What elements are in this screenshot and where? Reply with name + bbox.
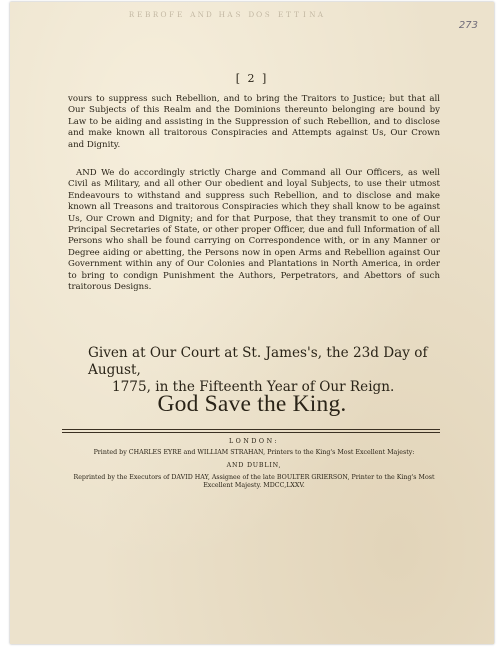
imprint-reprint: Reprinted by the Executors of DAVID HAY, Assignee of the late BOULTER GRIERSON, Printer to the King's Most Excellent Majesty. MDCC,LXXV.	[73, 474, 435, 490]
divider-rule-thin	[62, 432, 440, 433]
god-save-the-king: God Save the King.	[157, 391, 347, 417]
paragraph-command: AND We do accordingly strictly Charge and Command all Our Officers, as well Civil as Military, and all other Our obedient and loyal Subjects, to use their utmost Endeavours to withstand and suppress such Rebellion, and to disclose and make known all Treasons and traitorous Conspiracies which they shall know to be against Us, Our Crown and Dignity; and for that Purpose, that they transmit to one of Our Principal Secretaries of State, or other proper Officer, due and full Information of all Persons who shall be found carrying on Correspondence with, or in any Manner or Degree aiding or abetting, the Persons now in open Arms and Rebellion against Our Government within any of Our Colonies and Plantations in North America, in order to bring to condign Punishment the Authors, Perpetrators, and Abettors of such traitorous Designs.	[68, 168, 440, 293]
given-line-2: 1775, in the Fifteenth Year of Our Reign.	[112, 379, 395, 395]
page-number: [ 2 ]	[235, 72, 269, 85]
archive-stamp: ＲＥＢＲＯＦＥ ＡＮＤ ＨＡＳ ＤＯＳ ＥＴＴＩＮＡ	[128, 11, 325, 19]
divider-rule-thick	[62, 429, 440, 430]
imprint-london: LONDON:	[229, 438, 279, 445]
imprint-dublin: AND DUBLIN,	[226, 462, 282, 469]
imprint-printers: Printed by CHARLES EYRE and WILLIAM STRAHAN, Printers to the King's Most Excellent Majesty:	[93, 449, 415, 456]
paragraph-continued: vours to suppress such Rebellion, and to bring the Traitors to Justice; but that all Our Subjects of this Realm and the Dominions thereunto belonging are bound by Law to be aiding and assisting in the Suppression of such Rebellion, and to disclose and make known all traitorous Conspiracies and Attempts against Us, Our Crown and Dignity.	[68, 94, 440, 150]
given-line-1: Given at Our Court at St. James's, the 23d Day of August,	[88, 345, 428, 378]
given-statement	[88, 345, 448, 396]
document-page	[10, 2, 494, 644]
folio-number: 273	[458, 20, 478, 31]
